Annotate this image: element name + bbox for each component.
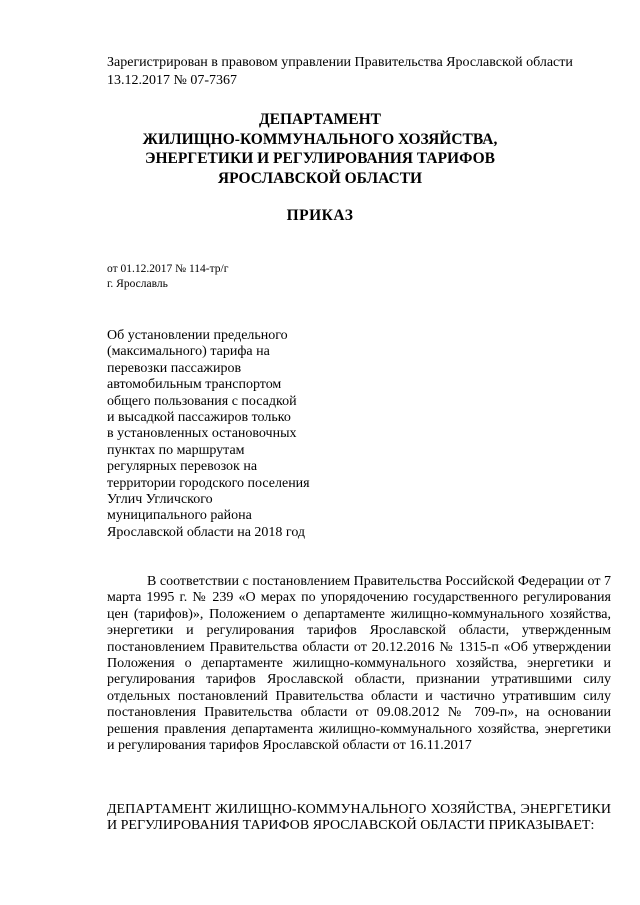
subject-line: Ярославской области на 2018 год [107, 524, 306, 540]
department-line: ДЕПАРТАМЕНТ [258, 111, 382, 128]
subject-line: и высадкой пассажиров только [107, 410, 291, 426]
subject-line: пунктах по маршрутам [107, 442, 245, 458]
subject-line: муниципального района [107, 508, 252, 524]
subject-line: Об установлении предельного [107, 328, 288, 343]
order-subject [107, 328, 310, 541]
registration-note [107, 54, 573, 90]
body-paragraph: В соответствии с постановлением Правительства Российской Федерации от 7 марта 1995 г. № 239 «О мерах по упорядочению государственного регулирования цен (тарифов)», Положением о департаменте жилищно-коммунального хозяйства, энергетики и регулирования тарифов Ярославской области, утвержденным постановлением Правительства области от 20.12.2016 № 1315-п «Об утверждении Положения о департаменте жилищно-коммунального хозяйства, энергетики и регулирования тарифов Ярославской области, признании утратившими силу отдельных постановлений Правительства области и частично утратившим силу постановления Правительства области от 09.08.2012 № 709-п», на основании решения правления департамента жилищно-коммунального хозяйства, энергетики и регулирования тарифов Ярославской области от 16.11.2017 [107, 574, 611, 754]
department-line: ЖИЛИЩНО-КОММУНАЛЬНОГО ХОЗЯЙСТВА, [142, 130, 498, 148]
registration-line-2: 13.12.2017 № 07-7367 [107, 73, 238, 88]
order-date-number: от 01.12.2017 № 114-тр/г [107, 263, 229, 275]
subject-line: территории городского поселения [107, 475, 310, 491]
order-meta [107, 262, 228, 292]
resolution-clause: ДЕПАРТАМЕНТ ЖИЛИЩНО-КОММУНАЛЬНОГО ХОЗЯЙСТВА, ЭНЕРГЕТИКИ И РЕГУЛИРОВАНИЯ ТАРИФОВ ЯРОСЛАВСКОЙ ОБЛАСТИ ПРИКАЗЫВАЕТ: [107, 802, 611, 834]
department-line: ЯРОСЛАВСКОЙ ОБЛАСТИ [217, 169, 423, 187]
subject-line: регулярных перевозок на [107, 459, 258, 475]
subject-line: Углич Угличского [107, 492, 213, 508]
subject-line: (максимального) тарифа на [107, 344, 270, 360]
subject-line: общего пользования с посадкой [107, 393, 297, 409]
department-header [80, 110, 560, 188]
subject-line: в установленных остановочных [107, 426, 297, 442]
registration-line-1: Зарегистрирован в правовом управлении Правительства Ярославской области [107, 55, 573, 70]
order-title: ПРИКАЗ [286, 207, 354, 224]
subject-line: перевозки пассажиров [107, 360, 242, 376]
subject-line: автомобильным транспортом [107, 377, 282, 393]
order-city: г. Ярославль [107, 278, 168, 290]
department-line: ЭНЕРГЕТИКИ И РЕГУЛИРОВАНИЯ ТАРИФОВ [144, 150, 496, 167]
